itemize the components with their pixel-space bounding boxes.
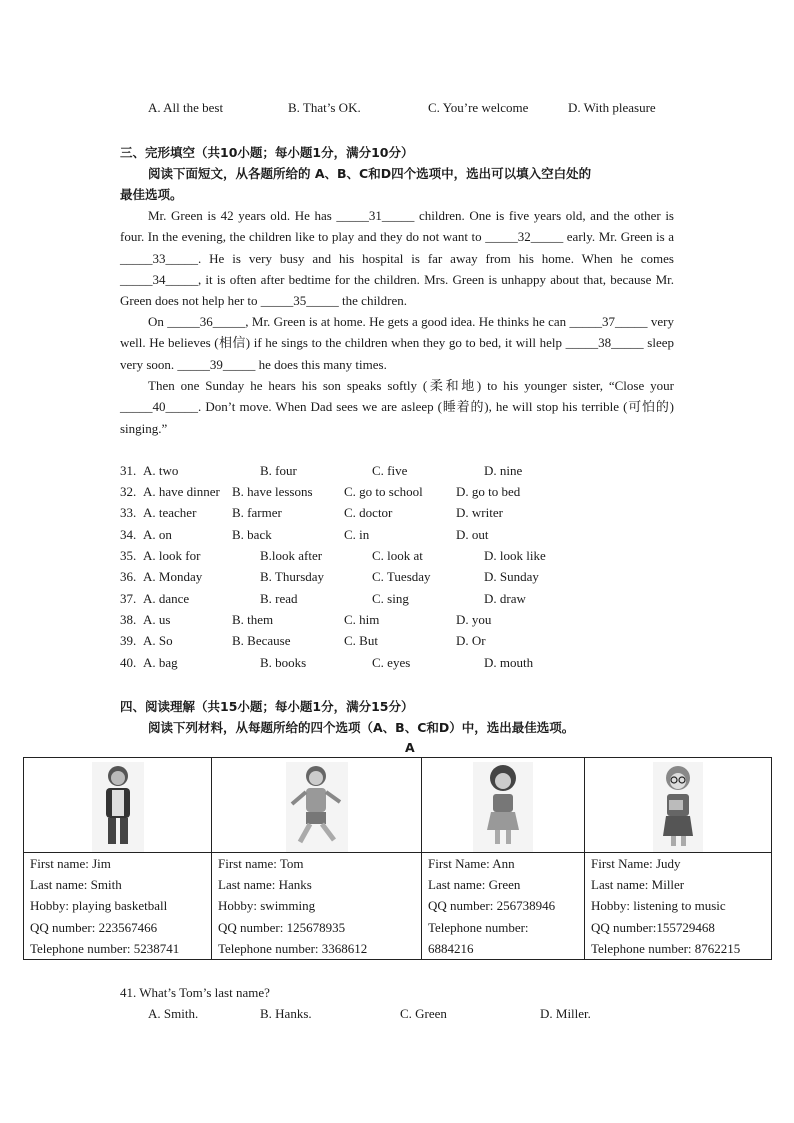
section4-instruction: 阅读下列材料，从每题所给的四个选项（A、B、C和D）中，选出最佳选项。	[148, 720, 575, 735]
option-b: B. Thursday	[260, 569, 325, 584]
info-line: Last name: Hanks	[218, 877, 312, 893]
boy-tom-illustration	[286, 762, 348, 852]
info-line: QQ number: 256738946	[428, 898, 556, 914]
option-d: D. Sunday	[484, 569, 539, 584]
info-line: 6884216	[428, 940, 474, 956]
option-c: C. five	[372, 463, 408, 478]
section3-instruction-2: 最佳选项。	[120, 187, 183, 202]
boy-jim-illustration	[92, 762, 144, 852]
question-number: 37.	[120, 591, 137, 606]
info-line: Telephone number:	[428, 919, 529, 935]
option-c: C. sing	[372, 591, 409, 606]
info-line: Telephone number: 3368612	[218, 940, 368, 956]
option-c: C. eyes	[372, 655, 411, 670]
student-info-table	[23, 757, 772, 960]
question-number: 39.	[120, 633, 137, 648]
option-a: A. Monday	[143, 569, 203, 584]
info-line: Last name: Miller	[591, 877, 685, 893]
person-card-ann	[422, 853, 585, 960]
question-number: 38.	[120, 612, 137, 627]
option-c: C. in	[344, 527, 370, 542]
info-line: First Name: Ann	[428, 856, 515, 871]
passage-paragraph-1: Mr. Green is 42 years old. He has _____31_____ children. One is five years old, and the other is four. In the evening, the children like to play and they do not want to _____32_____ early. Mr. Green is a _____33_____. He is very busy and his hospital is far away from his home. When he comes _____34_____, it is often after bedtime for the children. Mrs. Green is unhappy about that, because Mr. Green does not help her to _____35_____ the children.	[120, 208, 674, 309]
info-line: First Name: Judy	[591, 856, 681, 871]
option-b: B. back	[232, 527, 272, 542]
option-b: B. books	[260, 655, 307, 670]
passage-label: A	[405, 740, 415, 755]
question-number: 33.	[120, 505, 137, 520]
girl-judy-illustration	[653, 762, 703, 852]
option-a: A. bag	[143, 655, 178, 670]
option-c: C. go to school	[344, 484, 423, 499]
option-d: D. writer	[456, 505, 503, 520]
option-b: B.look after	[260, 548, 323, 563]
top-option-c: C. You’re welcome	[428, 100, 529, 115]
option-c: C. him	[344, 612, 380, 627]
section3-title: 三、完形填空（共10小题；每小题1分，满分10分）	[120, 145, 414, 160]
person-card-tom	[212, 853, 422, 960]
option-c: C. Tuesday	[372, 569, 431, 584]
info-line: Telephone number: 5238741	[30, 940, 180, 956]
option-b: B. Because	[232, 633, 291, 648]
question-number: 35.	[120, 548, 137, 563]
person-card-jim	[24, 853, 212, 960]
option-b: B. them	[232, 612, 274, 627]
info-line: Telephone number: 8762215	[591, 940, 741, 956]
info-row	[24, 853, 772, 960]
info-line: QQ number: 125678935	[218, 919, 346, 935]
option-a: A. So	[143, 633, 173, 648]
option-d: D. out	[456, 527, 489, 542]
top-option-a: A. All the best	[148, 100, 224, 115]
option-d: D. go to bed	[456, 484, 521, 499]
passage-paragraph-2: On _____36_____, Mr. Green is at home. He gets a good idea. He thinks he can _____37_____ very well. He believes (相信) if he sings to the children when they go to bed, it will help _____38_____ sleep very soon. _____39_____ he does this many times.	[120, 314, 674, 372]
question-number: 40.	[120, 655, 137, 670]
option-c: C. But	[344, 633, 378, 648]
option-a: A. look for	[143, 548, 201, 563]
option-d: D. nine	[484, 463, 523, 478]
picture-row	[24, 758, 772, 853]
info-line: QQ number: 223567466	[30, 919, 158, 935]
question-number: 36.	[120, 569, 137, 584]
info-line: Hobby: listening to music	[591, 898, 726, 914]
question-number: 34.	[120, 527, 137, 542]
option-d: D. draw	[484, 591, 526, 606]
option-a: A. on	[143, 527, 172, 542]
question-number: 31.	[120, 463, 137, 478]
option-b: B. read	[260, 591, 298, 606]
section4-title: 四、阅读理解（共15小题；每小题1分，满分15分）	[120, 699, 414, 714]
q41-option-d: D. Miller.	[540, 1006, 591, 1021]
option-d: D. you	[456, 612, 492, 627]
option-a: A. teacher	[143, 505, 197, 520]
option-c: C. doctor	[344, 505, 393, 520]
q41-option-c: C. Green	[400, 1006, 447, 1021]
question-41-stem: 41. What’s Tom’s last name?	[120, 985, 270, 1000]
top-option-d: D. With pleasure	[568, 100, 656, 115]
option-a: A. dance	[143, 591, 190, 606]
option-d: D. Or	[456, 633, 486, 648]
info-line: Hobby: swimming	[218, 898, 316, 914]
option-c: C. look at	[372, 548, 423, 563]
girl-ann-illustration	[473, 762, 533, 852]
top-option-b: B. That’s OK.	[288, 100, 361, 115]
info-line: First name: Jim	[30, 856, 111, 871]
option-a: A. have dinner	[143, 484, 220, 499]
section3-instruction-1: 阅读下面短文，从各题所给的 A、B、C和D四个选项中，选出可以填入空白处的	[148, 166, 592, 181]
info-line: First name: Tom	[218, 856, 304, 871]
info-line: Last name: Green	[428, 877, 521, 893]
passage-paragraph-3: Then one Sunday he hears his son speaks softly (柔和地) to his younger sister, “Close your _____40_____. Don’t move. When Dad sees we are asleep (睡着的), he will stop his terrible (可怕的) singing.”	[120, 378, 674, 436]
q41-option-b: B. Hanks.	[260, 1006, 312, 1021]
option-d: D. look like	[484, 548, 546, 563]
option-a: A. two	[143, 463, 179, 478]
info-line: Hobby: playing basketball	[30, 898, 168, 914]
option-a: A. us	[143, 612, 171, 627]
option-b: B. farmer	[232, 505, 282, 520]
person-card-judy	[585, 853, 772, 960]
q41-option-a: A. Smith.	[148, 1006, 199, 1021]
info-line: Last name: Smith	[30, 877, 122, 893]
info-line: QQ number:155729468	[591, 919, 715, 935]
question-number: 32.	[120, 484, 137, 499]
option-b: B. four	[260, 463, 297, 478]
option-b: B. have lessons	[232, 484, 313, 499]
option-d: D. mouth	[484, 655, 534, 670]
